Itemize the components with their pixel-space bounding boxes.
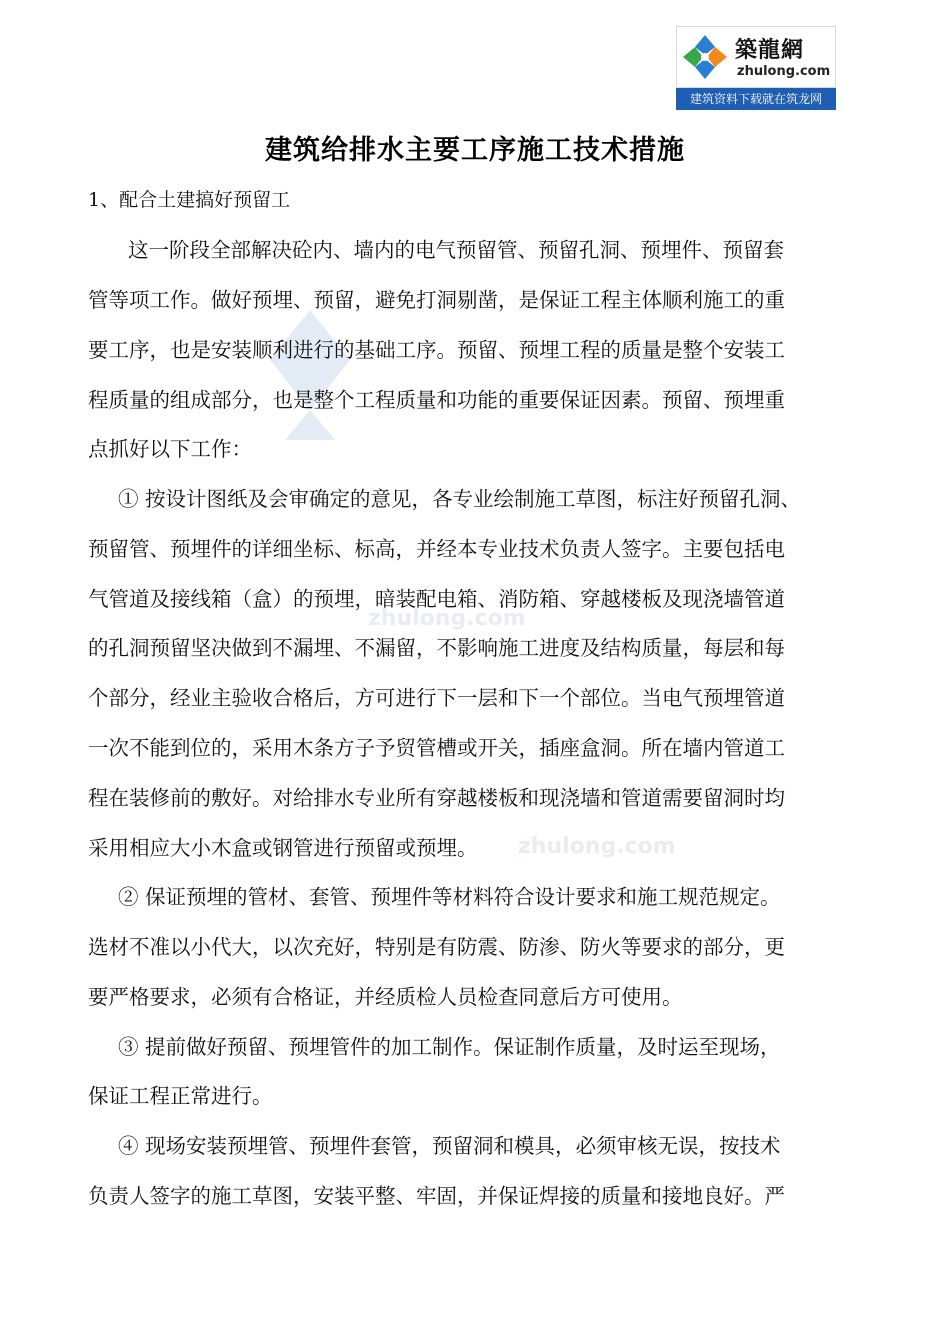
paragraph-line: 管等项工作。做好预埋、预留，避免打洞剔凿，是保证工程主体顺利施工的重 bbox=[88, 288, 785, 312]
paragraph-line: ② 保证预埋的管材、套管、预埋件等材料符合设计要求和施工规范规定。 bbox=[118, 885, 781, 909]
paragraph-line: 预留管、预埋件的详细坐标、标高，并经本专业技术负责人签字。主要包括电 bbox=[88, 537, 785, 561]
paragraph-line: 负责人签字的施工草图，安装平整、牢固，并保证焊接的质量和接地良好。严 bbox=[88, 1184, 785, 1208]
logo-tagline: 建筑资料下载就在筑龙网 bbox=[676, 88, 836, 110]
paragraph-line: ④ 现场安装预埋管、预埋件套管，预留洞和模具，必须审核无误，按技术 bbox=[118, 1134, 781, 1158]
watermark-text: zhulong.com bbox=[518, 834, 676, 859]
paragraph-line: 气管道及接线箱（盒）的预埋，暗装配电箱、消防箱、穿越楼板及现浇墙管道 bbox=[88, 587, 785, 611]
paragraph-line: 选材不准以小代大，以次充好，特别是有防震、防渗、防火等要求的部分，更 bbox=[88, 935, 785, 959]
paragraph-line: 个部分，经业主验收合格后，方可进行下一层和下一个部位。当电气预埋管道 bbox=[88, 686, 785, 710]
document-title: 建筑给排水主要工序施工技术措施 bbox=[265, 135, 685, 166]
paragraph-line: 要工序，也是安装顺利进行的基础工序。预留、预埋工程的质量是整个安装工 bbox=[88, 338, 785, 362]
paragraph-line: ③ 提前做好预留、预埋管件的加工制作。保证制作质量，及时运至现场， bbox=[118, 1035, 781, 1059]
paragraph-line: 的孔洞预留坚决做到不漏埋、不漏留，不影响施工进度及结构质量，每层和每 bbox=[88, 636, 785, 660]
paragraph-line: 一次不能到位的，采用木条方子予贸管槽或开关，插座盒洞。所在墙内管道工 bbox=[88, 736, 785, 760]
paragraph-line: 这一阶段全部解决砼内、墙内的电气预留管、预留孔洞、预埋件、预留套 bbox=[128, 238, 784, 262]
paragraph-line: 要严格要求，必须有合格证，并经质检人员检查同意后方可使用。 bbox=[88, 985, 683, 1009]
watermark-text: zhulong.com bbox=[368, 606, 526, 631]
logo-top bbox=[676, 26, 836, 88]
zhulong-emblem-icon bbox=[681, 33, 729, 81]
paragraph-line: 程在装修前的敷好。对给排水专业所有穿越楼板和现浇墙和管道需要留洞时均 bbox=[88, 786, 785, 810]
paragraph-line: 保证工程正常进行。 bbox=[88, 1084, 273, 1108]
paragraph-line: ① 按设计图纸及会审确定的意见，各专业绘制施工草图，标注好预留孔洞、 bbox=[118, 487, 802, 511]
paragraph-line: 程质量的组成部分，也是整个工程质量和功能的重要保证因素。预留、预埋重 bbox=[88, 388, 785, 412]
logo-domain: zhulong.com bbox=[737, 64, 831, 79]
logo-name-cn: 築龍網 bbox=[735, 38, 805, 63]
watermark-emblem-icon bbox=[250, 300, 370, 450]
section-heading: 1、配合土建搞好预留工 bbox=[88, 189, 291, 211]
paragraph-line: 点抓好以下工作： bbox=[88, 437, 252, 461]
zhulong-logo[interactable] bbox=[676, 26, 836, 110]
paragraph-line: 采用相应大小木盒或钢管进行预留或预埋。 bbox=[88, 836, 478, 860]
